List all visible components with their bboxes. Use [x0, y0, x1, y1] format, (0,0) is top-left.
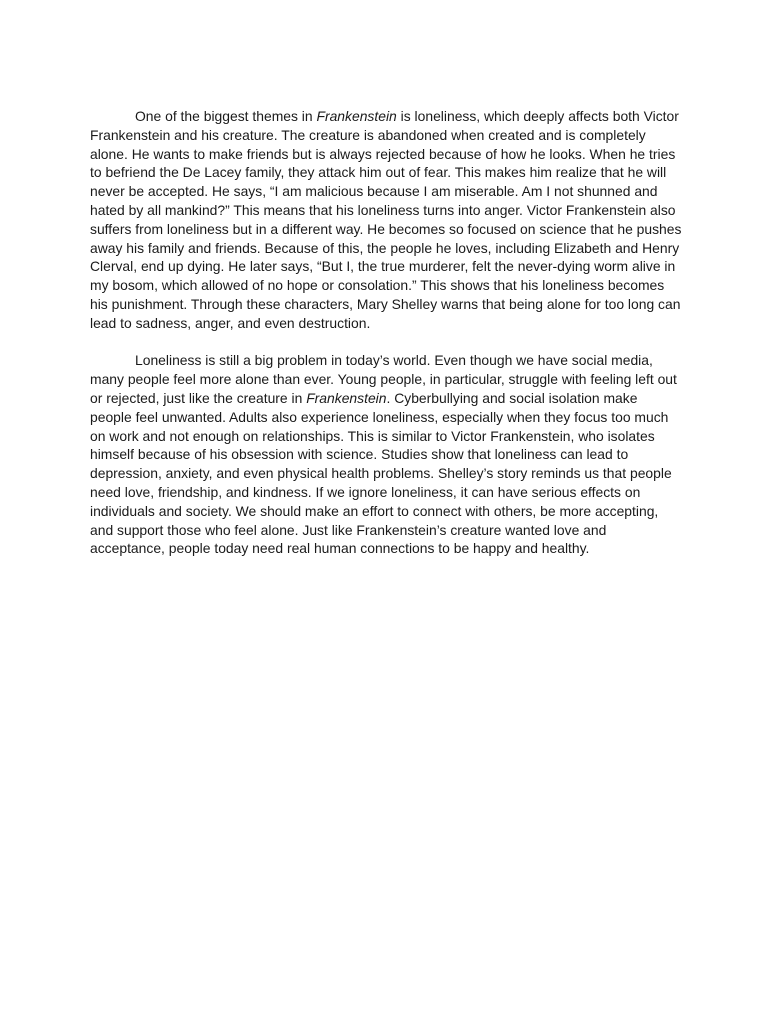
paragraph-2-text: Loneliness is still a big problem in today’s world. Even though we have social media, many people feel more alone than ever. Young people, in particular, struggle with feeling left out or rejected, just like the creature in	[90, 352, 677, 406]
document-page	[90, 107, 682, 577]
paragraph-2	[90, 351, 682, 558]
paragraph-1	[90, 107, 682, 333]
paragraph-1-text: One of the biggest themes in	[135, 108, 317, 124]
paragraph-1-text-cont: is loneliness, which deeply affects both Victor Frankenstein and his creature. The creature is abandoned when created and is completely alone. He wants to make friends but is always rejected because of how he looks. When he tries to befriend the De Lacey family, they attack him out of fear. This makes him realize that he will never be accepted. He says, “I am malicious because I am miserable. Am I not shunned and hated by all mankind?” This means that his loneliness turns into anger. Victor Frankenstein also suffers from loneliness but in a different way. He becomes so focused on science that he pushes away his family and friends. Because of this, the people he loves, including Elizabeth and Henry Clerval, end up dying. He later says, “But I, the true murderer, felt the never-dying worm alive in my bosom, which allowed of no hope or consolation.” This shows that his loneliness becomes his punishment. Through these characters, Mary Shelley warns that being alone for too long can lead to sadness, anger, and even destruction.	[90, 108, 682, 331]
book-title-italic: Frankenstein	[316, 108, 397, 124]
paragraph-2-text-cont: . Cyberbullying and social isolation make people feel unwanted. Adults also experience loneliness, especially when they focus too much on work and not enough on relationships. This is similar to Victor Frankenstein, who isolates himself because of his obsession with science. Studies show that loneliness can lead to depression, anxiety, and even physical health problems. Shelley’s story reminds us that people need love, friendship, and kindness. If we ignore loneliness, it can have serious effects on individuals and society. We should make an effort to connect with others, be more accepting, and support those who feel alone. Just like Frankenstein’s creature wanted love and acceptance, people today need real human connections to be happy and healthy.	[90, 389, 672, 557]
book-title-italic: Frankenstein	[306, 389, 387, 406]
